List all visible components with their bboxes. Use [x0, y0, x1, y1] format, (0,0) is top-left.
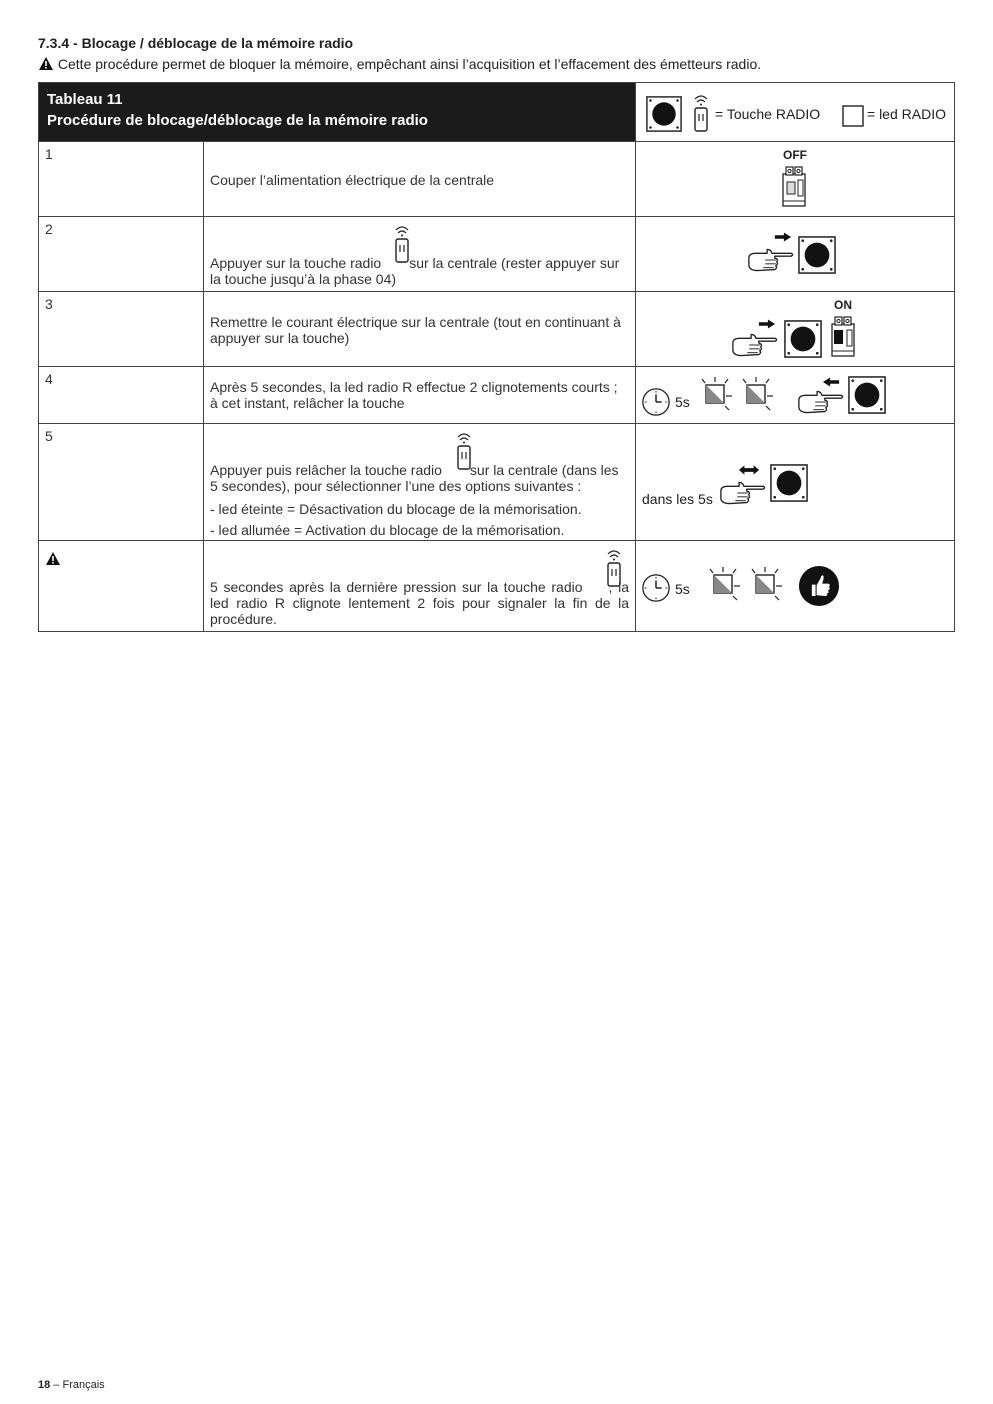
radio-button-icon — [848, 376, 886, 414]
row-number — [39, 541, 204, 632]
legend-button-label: = Touche RADIO — [715, 106, 821, 122]
table-title: Procédure de blocage/déblocage de la mémoire radio — [47, 112, 428, 129]
table-header — [39, 83, 636, 142]
hand-icon — [796, 387, 844, 417]
hand-icon — [718, 478, 766, 508]
radio-button-icon — [646, 96, 682, 132]
step-text-a: Appuyer puis relâcher la touche radio — [210, 462, 442, 478]
led-blink-icon — [696, 375, 736, 415]
step-text-b: , la led radio R clignote lentement 2 fois pour signaler la fin de la procédure. — [210, 579, 629, 627]
remote-icon — [691, 91, 711, 133]
row-illustration — [636, 292, 955, 367]
row-illustration — [636, 367, 955, 424]
arrow-right-icon — [774, 231, 792, 243]
step-text — [210, 579, 629, 627]
table-row — [39, 142, 955, 217]
arrow-left-icon — [822, 376, 840, 388]
on-label: ON — [834, 298, 852, 312]
page-footer — [38, 1379, 105, 1391]
breaker-on-icon — [829, 314, 857, 360]
step-text: Couper l’alimentation électrique de la centrale — [210, 172, 495, 188]
within-5s-note: dans les 5s — [642, 491, 713, 507]
step-text: Après 5 secondes, la led radio R effectue 2 clignotements courts ; à cet instant, relâcher la touche — [210, 379, 618, 411]
table-caption: Tableau 11 — [47, 91, 123, 108]
clock-icon — [641, 573, 671, 603]
row-number: 3 — [39, 292, 204, 367]
table-row — [39, 424, 955, 541]
radio-button-icon — [784, 320, 822, 358]
row-description — [204, 541, 636, 632]
time-label: 5s — [675, 581, 690, 597]
hand-icon — [730, 330, 778, 360]
row-description — [204, 142, 636, 217]
intro-text — [38, 56, 761, 72]
table-row — [39, 367, 955, 424]
step-text — [210, 462, 629, 494]
table-legend — [636, 83, 955, 142]
time-label: 5s — [675, 394, 690, 410]
radio-button-icon — [798, 236, 836, 274]
breaker-off-icon — [780, 164, 808, 210]
row-illustration — [636, 541, 955, 632]
step-text — [210, 255, 629, 287]
table-header-row — [39, 83, 955, 142]
table-row — [39, 541, 955, 632]
hand-icon — [746, 245, 794, 275]
thumbs-up-icon — [798, 565, 840, 607]
table-row — [39, 217, 955, 292]
section-title: 7.3.4 - Blocage / déblocage de la mémoire radio — [38, 35, 354, 51]
option-off: - led éteinte = Désactivation du blocage de la mémorisation. — [210, 501, 582, 517]
intro-sentence: Cette procédure permet de bloquer la mémoire, empêchant ainsi l’acquisition et l’effacement des émetteurs radio. — [57, 56, 762, 72]
led-blink-icon — [704, 565, 744, 605]
warning-icon — [45, 551, 61, 566]
step-text-a: 5 secondes après la dernière pression sur la touche radio — [210, 579, 583, 595]
row-description — [204, 292, 636, 367]
table-row — [39, 292, 955, 367]
step-text-a: Appuyer sur la touche radio — [210, 255, 382, 271]
off-label: OFF — [783, 148, 807, 162]
row-number: 5 — [39, 424, 204, 541]
row-illustration — [636, 217, 955, 292]
row-description — [204, 367, 636, 424]
step-text-b: sur la centrale (rester appuyer sur la touche jusqu’à la phase 04) — [210, 255, 620, 287]
radio-button-icon — [770, 464, 808, 502]
led-blink-icon — [737, 375, 777, 415]
footer-separator: – — [50, 1379, 63, 1391]
led-blink-icon — [746, 565, 786, 605]
led-legend-icon — [842, 105, 864, 127]
page-number: 18 — [38, 1379, 51, 1391]
footer-language: Français — [62, 1379, 105, 1391]
step-text-b: sur la centrale (dans les 5 secondes), pour sélectionner l’une des options suivantes : — [210, 462, 619, 494]
row-number: 1 — [39, 142, 204, 217]
legend-led-label: = led RADIO — [867, 106, 946, 122]
row-number: 2 — [39, 217, 204, 292]
clock-icon — [641, 387, 671, 417]
arrow-both-icon — [738, 464, 760, 476]
row-illustration — [636, 142, 955, 217]
step-text: Remettre le courant électrique sur la centrale (tout en continuant à appuyer sur la touche) — [210, 314, 621, 346]
row-description — [204, 217, 636, 292]
warning-icon — [38, 56, 54, 71]
procedure-table — [38, 82, 955, 632]
arrow-right-icon — [758, 318, 776, 330]
option-on: - led allumée = Activation du blocage de la mémorisation. — [210, 522, 565, 538]
row-illustration — [636, 424, 955, 541]
row-description — [204, 424, 636, 541]
row-number: 4 — [39, 367, 204, 424]
